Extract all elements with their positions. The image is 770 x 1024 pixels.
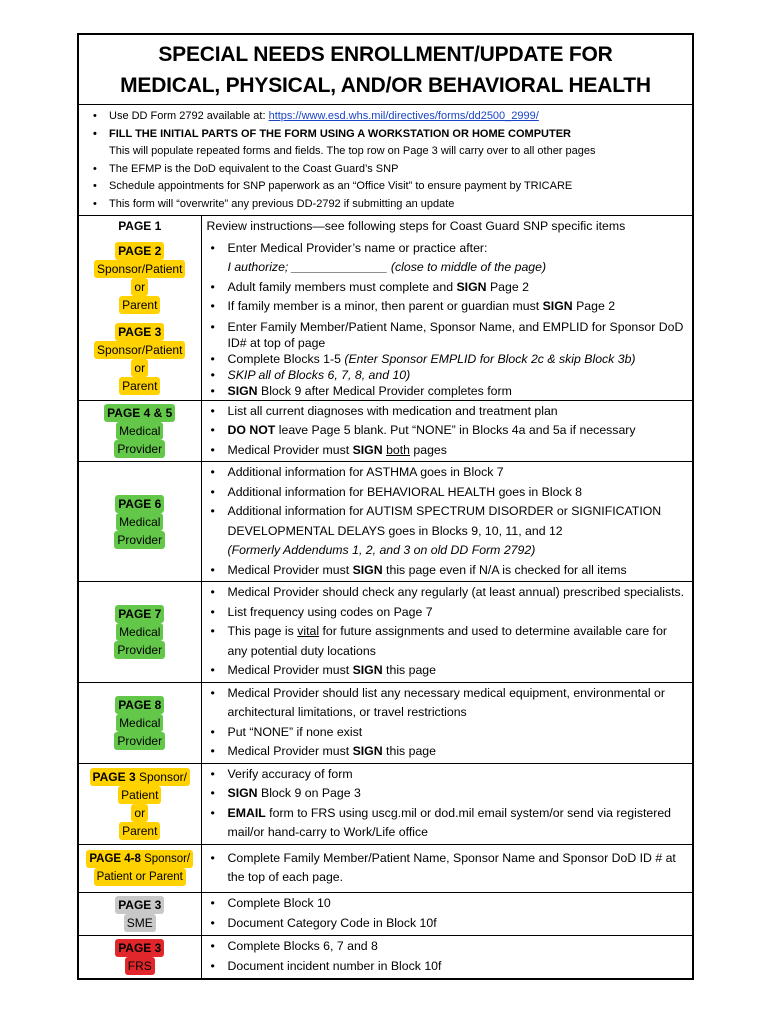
table-row [79,582,692,683]
text: Medical Provider must [227,663,353,677]
role-label: Patient [118,786,161,804]
row-content [201,582,692,683]
role-label: Provider [114,440,165,458]
row-label [79,216,201,238]
intro-item-efmp: • The EFMP is the DoD equivalent to the Coast Guard’s SNP [85,161,686,179]
text: SIGN [227,786,258,800]
table-row [79,318,692,401]
row-content [201,400,692,462]
text: form to FRS using uscg.mil or dod.mil email system/or send via registered mail/or hand-carry to Work/Life office [227,805,672,839]
instruction-item: • Document Category Code in Block 10f [207,914,689,934]
instruction-table [79,216,692,978]
page-label: PAGE 1 [118,219,162,233]
page-label: PAGE 3 [115,323,164,341]
role-label: or [131,804,148,822]
role-label: Medical [116,422,163,440]
text: Block 9 on Page 3 [257,786,361,800]
row-content [201,763,692,844]
page-label: PAGE 3 [115,939,164,957]
instruction-item: • Put “NONE” if none exist [207,723,689,743]
text: Medical Provider must [227,744,353,758]
role-label: Sponsor/Patient [94,260,185,278]
text: SIGN [542,299,573,313]
role-label: FRS [125,957,155,975]
role-label: or [131,359,148,377]
instruction-item: • Document incident number in Block 10f [207,957,689,977]
instruction-item: • Additional information for ASTHMA goes in Block 7 [207,463,689,483]
text: PAGE 3 [92,769,136,784]
title-line-1: SPECIAL NEEDS ENROLLMENT/UPDATE FOR [158,43,613,66]
row-label [79,238,201,318]
text: Sponsor/ [140,853,191,865]
text: Complete Blocks 1-5 [227,351,345,366]
intro-item-overwrite: • This form will “overwrite” any previous DD-2792 if submitting an update [85,196,686,214]
role-label: SME [124,914,156,932]
page-title [79,35,692,105]
text: SIGN [352,663,383,677]
row-content [201,238,692,318]
text: both [386,442,410,457]
page-label: PAGE 6 [115,495,164,513]
instruction-item: (Formerly Addendums 1, 2, and 3 on old DD Form 2792) [227,543,536,557]
instruction-text: Review instructions—see following steps for Coast Guard SNP specific items [206,219,626,233]
instruction-item: • SKIP all of Blocks 6, 7, 8, and 10) [207,367,689,383]
instruction-item: • Complete Blocks 6, 7 and 8 [207,937,689,957]
document [77,33,694,980]
text: EMAIL [227,805,266,820]
role-label: Medical [116,714,163,732]
instruction-item: • Enter Family Member/Patient Name, Sponsor Name, and EMPLID for Sponsor DoD ID# at top of page [207,319,689,351]
text: Sponsor/ [135,769,187,784]
intro-item-fill-note: This will populate repeated forms and fields. The top row on Page 3 will carry over to all other pages [109,145,596,157]
text: (Enter Sponsor EMPLID for Block 2c & skip Block 3b) [344,351,636,366]
text: SIGN [227,383,258,398]
row-label [79,462,201,582]
role-label: or [131,278,148,296]
text: Page 2 [486,279,529,294]
instruction-item: I authorize; ______________ (close to middle of the page) [227,260,547,274]
instruction-item: • Enter Medical Provider’s name or practice after: [207,239,689,259]
text: pages [410,442,447,457]
instruction-item: • Complete Block 10 [207,894,689,914]
instruction-item [207,297,689,317]
table-row [79,216,692,238]
table-row [79,238,692,318]
page-label: PAGE 8 [115,696,164,714]
table-row [79,682,692,763]
text: Adult family members must complete and [227,279,457,294]
table-row [79,400,692,462]
row-content [201,892,692,935]
row-label [79,892,201,935]
text: If family member is a minor, then parent or guardian must [227,299,543,313]
instruction-item: • Medical Provider should check any regularly (at least annual) prescribed specialists. [207,583,689,603]
text: SIGN [352,562,383,577]
instruction-item [207,278,689,298]
table-row [79,462,692,582]
text: Block 9 after Medical Provider completes form [257,383,512,398]
text: This page is [227,624,298,638]
role-label: Patient or Parent [94,868,186,886]
instruction-item: • Verify accuracy of form [207,765,689,785]
instruction-item: • Additional information for BEHAVIORAL HEALTH goes in Block 8 [207,483,689,503]
table-row [79,763,692,844]
instruction-item: • Medical Provider should list any necessary medical equipment, environmental or architectural limitations, or travel restrictions [207,684,689,723]
text: SIGN [456,279,487,294]
text: this page [382,663,436,677]
instruction-item [207,383,689,399]
text: vital [297,624,320,638]
instruction-item: • Additional information for AUTISM SPECTRUM DISORDER or SIGNIFICATION DEVELOPMENTAL DELAYS goes in Blocks 9, 10, 11, and 12 [207,502,689,541]
instruction-item: • List frequency using codes on Page 7 [207,603,689,623]
text: SIGN [352,744,383,758]
role-label: Parent [119,296,160,314]
role-label: Sponsor/Patient [94,341,185,359]
row-content [201,844,692,892]
role-label: Provider [114,641,165,659]
page-label: PAGE 2 [115,242,164,260]
intro-text: Use DD Form 2792 available at: [109,110,269,122]
row-label [79,682,201,763]
instruction-item [207,622,689,661]
instruction-item [207,441,689,461]
page-label: PAGE 4 & 5 [104,404,175,422]
table-row [79,935,692,978]
page-label: PAGE 7 [115,605,164,623]
instruction-item [207,351,689,367]
role-label: Parent [119,822,160,840]
row-label [79,582,201,683]
text: this page even if N/A is checked for all items [382,562,627,577]
intro-list [79,105,692,216]
row-label [79,844,201,892]
page-label [86,850,193,868]
table-row [79,892,692,935]
row-content [201,318,692,401]
page-label: PAGE 3 [115,896,164,914]
text: leave Page 5 blank. Put “NONE” in Blocks 4a and 5a if necessary [275,423,636,437]
text: Page 2 [572,299,616,313]
role-label: Provider [114,531,165,549]
role-label: Provider [114,732,165,750]
instruction-item: • List all current diagnoses with medication and treatment plan [207,402,689,422]
form-link[interactable]: https://www.esd.whs.mil/directives/forms/dd2500_2999/ [268,110,539,122]
text: for future assignments and used to determine available care for any potential duty locations [227,624,668,658]
row-content [201,935,692,978]
text: this page [382,744,436,758]
intro-item-fill: • FILL THE INITIAL PARTS OF THE FORM USING A WORKSTATION OR HOME COMPUTER [85,126,686,144]
intro-item-form [85,108,686,126]
row-content [201,462,692,582]
page-label [90,768,191,786]
text: PAGE 4-8 [89,853,141,865]
text: Medical Provider must [227,562,353,577]
table-row [79,844,692,892]
text: SIGN [352,442,383,457]
instruction-item: • Complete Family Member/Patient Name, Sponsor Name and Sponsor DoD ID # at the top of each page. [207,849,689,888]
instruction-item [207,742,689,762]
instruction-item [207,661,689,681]
instruction-item [207,784,689,804]
row-label [79,763,201,844]
row-content [201,682,692,763]
role-label: Medical [116,513,163,531]
intro-item-schedule: • Schedule appointments for SNP paperwork as an “Office Visit” to ensure payment by TRICARE [85,178,686,196]
role-label: Parent [119,377,160,395]
instruction-item [207,421,689,441]
text: DO NOT [227,423,276,437]
row-label [79,318,201,401]
text: Medical Provider must [227,442,353,457]
role-label: Medical [116,623,163,641]
title-line-2: MEDICAL, PHYSICAL, AND/OR BEHAVIORAL HEALTH [120,74,651,97]
instruction-item [207,561,689,581]
row-label [79,935,201,978]
row-content [201,216,692,238]
row-label [79,400,201,462]
instruction-item [207,804,689,843]
